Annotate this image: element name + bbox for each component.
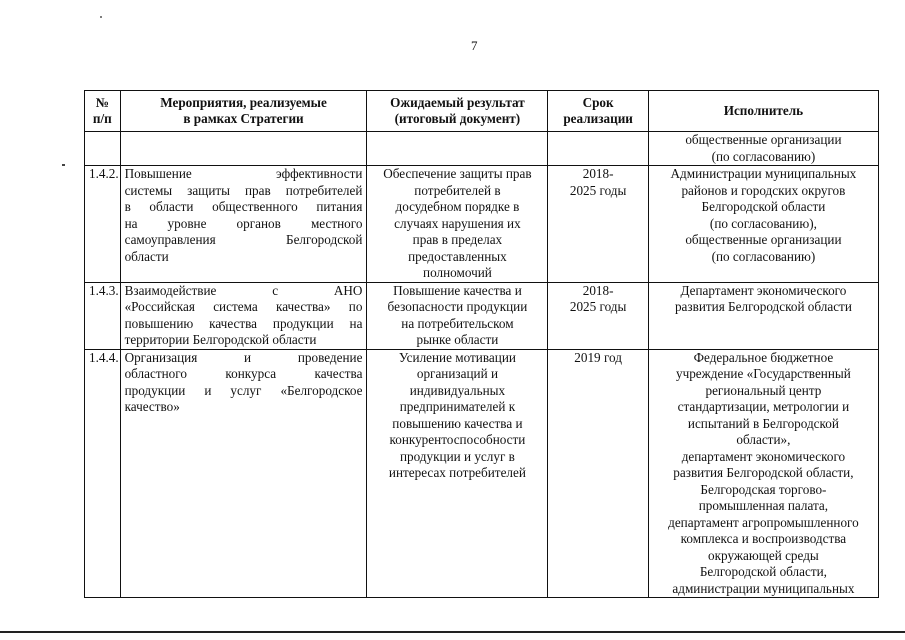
table-row — [85, 282, 879, 349]
strategy-measures-table — [84, 90, 879, 598]
header-event: Мероприятия, реализуемые в рамках Стратегии — [120, 91, 367, 132]
table-row — [85, 349, 879, 597]
row-term: 2018- 2025 годы — [548, 166, 648, 283]
row-result: Обеспечение защиты прав потребителей в досудебном порядке в случаях нарушения их прав в пределах предоставленных полномочий — [367, 166, 548, 283]
table-row — [85, 132, 879, 166]
row-executor: Администрации муниципальных районов и городских округов Белгородской области (по согласованию), общественные организации (по согласованию) — [648, 166, 878, 283]
row-event: Взаимодействие с АНО «Российская система качества» по повышению качества продукции на территории Белгородской области — [120, 282, 367, 349]
header-num: № п/п — [85, 91, 121, 132]
header-executor: Исполнитель — [648, 91, 878, 132]
page-number: 7 — [471, 38, 478, 53]
header-term: Срок реализации — [548, 91, 648, 132]
row-result: Усиление мотивации организаций и индивидуальных предпринимателей к повышению качества и конкурентоспособности продукции и услуг в интересах потребителей — [367, 349, 548, 597]
row-term: 2018- 2025 годы — [548, 282, 648, 349]
row-event: Повышение эффективности системы защиты прав потребителей в области общественного питания на уровне органов местного самоуправления Белгородской области — [120, 166, 367, 283]
row-executor: общественные организации (по согласованию) — [648, 132, 878, 166]
table-header-row — [85, 91, 879, 132]
row-num — [85, 132, 121, 166]
row-result: Повышение качества и безопасности продукции на потребительском рынке области — [367, 282, 548, 349]
row-executor: Федеральное бюджетное учреждение «Государственный региональный центр стандартизации, метрологии и испытаний в Белгородской области», департамент экономического развития Белгородской области, Белгородская торгово- промышленная палата, департамент агропромышленного комплекса и воспроизводства окружающей среды Белгородской области, администрации муниципальных — [648, 349, 878, 597]
row-num: 1.4.4. — [85, 349, 121, 597]
row-num: 1.4.2. — [85, 166, 121, 283]
row-result — [367, 132, 548, 166]
table-row — [85, 166, 879, 283]
row-num: 1.4.3. — [85, 282, 121, 349]
scan-speck — [62, 164, 65, 166]
row-term: 2019 год — [548, 349, 648, 597]
header-result: Ожидаемый результат (итоговый документ) — [367, 91, 548, 132]
scan-edge-line — [0, 631, 905, 633]
row-executor: Департамент экономического развития Белгородской области — [648, 282, 878, 349]
row-event: Организация и проведение областного конкурса качества продукции и услуг «Белгородское качество» — [120, 349, 367, 597]
row-event — [120, 132, 367, 166]
scan-speck — [100, 16, 102, 18]
row-term — [548, 132, 648, 166]
